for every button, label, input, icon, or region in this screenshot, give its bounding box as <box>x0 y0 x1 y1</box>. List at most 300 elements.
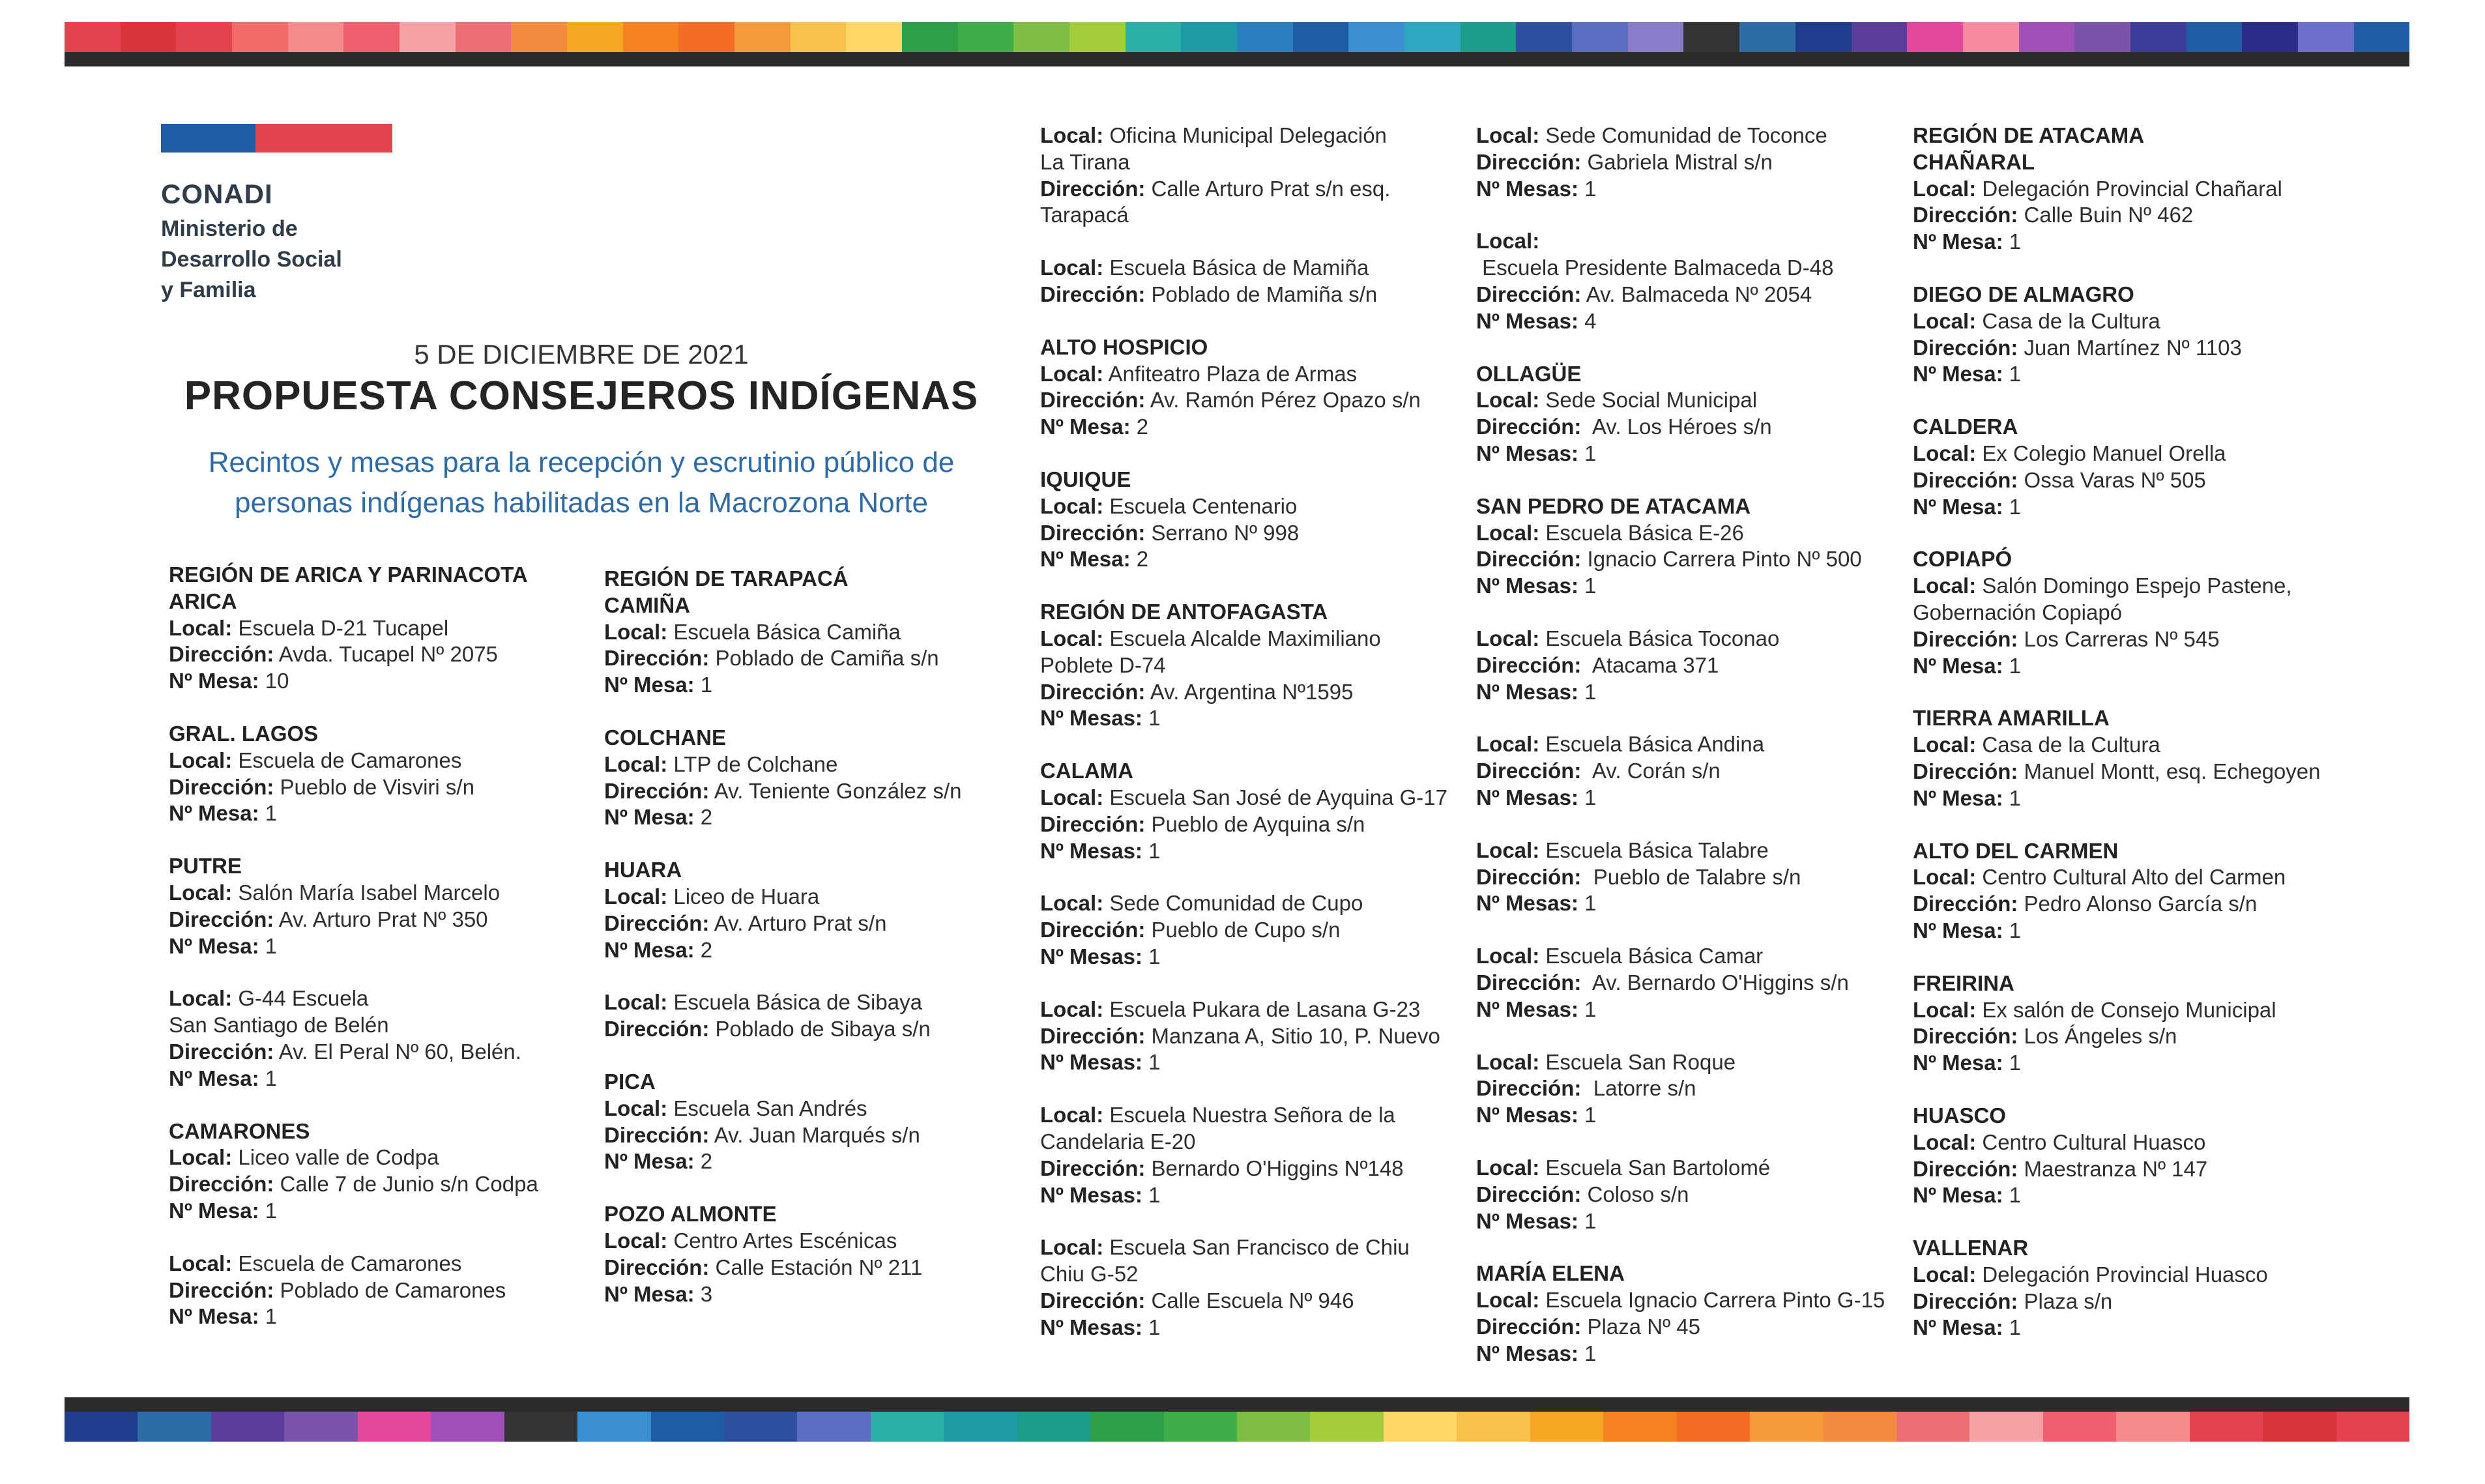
field-value: Pedro Alonso García s/n <box>2018 892 2258 916</box>
venue-detail-line <box>1040 255 1457 282</box>
venue-detail-line <box>169 668 586 695</box>
field-label: Nº Mesa: <box>1913 494 2003 519</box>
field-label: Local: <box>1040 255 1104 280</box>
field-value: Maestranza Nº 147 <box>2018 1156 2208 1181</box>
place-heading: ALTO HOSPICIO <box>1040 334 1208 359</box>
venue-detail-line <box>1040 493 1457 520</box>
field-label: Nº Mesa: <box>604 673 695 697</box>
venue-detail-line <box>1476 1102 1893 1129</box>
place-heading: REGIÓN DE ARICA Y PARINACOTA <box>169 562 528 587</box>
venue-detail-line <box>1913 308 2330 335</box>
field-label: Nº Mesas: <box>1476 679 1578 704</box>
field-label: Local: <box>1040 123 1104 147</box>
place-heading: CAMIÑA <box>604 592 690 617</box>
venue-entry <box>169 985 586 1092</box>
venue-detail-line <box>1476 520 1893 547</box>
stripe-segment <box>1516 22 1572 52</box>
field-label: Dirección: <box>1040 1156 1146 1180</box>
stripe-segment <box>902 22 958 52</box>
venue-entry <box>1913 970 2330 1077</box>
field-label: Nº Mesas: <box>1476 574 1578 598</box>
field-value: 2 <box>694 937 713 962</box>
place-heading: CALAMA <box>1040 759 1133 783</box>
stripe-segment <box>651 1412 724 1442</box>
venue-detail-line <box>1040 176 1457 203</box>
field-value: Centro Cultural Huasco <box>1976 1129 2206 1154</box>
place-heading: PICA <box>604 1069 656 1094</box>
venue-entry <box>169 853 586 959</box>
stripe-segment <box>1739 22 1795 52</box>
venue-detail-line <box>604 1255 1021 1281</box>
bottom-color-stripe <box>65 1412 2409 1442</box>
field-value: Gobernación Copiapó <box>1913 600 2123 624</box>
venue-detail-line <box>1913 494 2330 521</box>
stripe-segment <box>734 22 791 52</box>
field-value: Sede Social Municipal <box>1539 388 1758 413</box>
venue-detail-line <box>1040 1288 1457 1315</box>
field-value: Salón María Isabel Marcelo <box>232 880 501 905</box>
field-label: Nº Mesas: <box>1040 1315 1142 1339</box>
field-value: 1 <box>259 1198 278 1223</box>
venues-column-5 <box>1913 123 2330 1367</box>
stripe-segment <box>65 22 121 52</box>
field-label: Dirección: <box>1476 759 1582 783</box>
field-value: 1 <box>2003 1183 2022 1208</box>
venue-detail-line <box>1476 864 1893 891</box>
field-label: Nº Mesa: <box>1913 362 2003 386</box>
field-label: Dirección: <box>1476 282 1582 306</box>
venue-detail-line <box>169 1144 586 1171</box>
field-label: Dirección: <box>1913 467 2018 492</box>
field-label: Dirección: <box>1040 176 1146 201</box>
venue-detail-line <box>1040 202 1457 229</box>
place-heading: CHAÑARAL <box>1913 149 2035 174</box>
place-heading: FREIRINA <box>1913 970 2014 995</box>
field-label: Local: <box>1476 1155 1540 1180</box>
stripe-segment <box>1090 1412 1163 1442</box>
field-value: 2 <box>694 1149 713 1174</box>
stripe-segment <box>176 22 232 52</box>
field-value: 10 <box>259 669 289 693</box>
venue-entry <box>1476 361 1893 467</box>
stripe-segment <box>288 22 344 52</box>
document-date: 5 DE DICIEMBRE DE 2021 <box>414 339 749 370</box>
field-label: Dirección: <box>1040 388 1146 413</box>
field-label: Local: <box>1476 1288 1540 1313</box>
field-value: Escuela San Bartolomé <box>1539 1155 1771 1180</box>
field-label: Local: <box>1476 520 1540 545</box>
venue-entry <box>604 1069 1021 1175</box>
venue-detail-line <box>1476 1341 1893 1367</box>
venue-detail-line <box>1040 705 1457 732</box>
field-value: Ex salón de Consejo Municipal <box>1976 997 2276 1022</box>
field-value: Escuela Básica Camar <box>1539 944 1764 968</box>
stripe-segment <box>846 22 902 52</box>
field-label: Nº Mesa: <box>1913 229 2003 254</box>
venue-detail-line <box>1476 970 1893 997</box>
venue-detail-line <box>1040 838 1457 865</box>
document-header <box>161 339 1002 523</box>
venue-entry <box>169 1251 586 1330</box>
stripe-segment <box>1181 22 1237 52</box>
field-value: Manzana A, Sitio 10, P. Nuevo <box>1145 1023 1440 1048</box>
venue-entry <box>1476 123 1893 202</box>
venue-detail-line <box>1913 1262 2330 1288</box>
field-label: Local: <box>169 880 233 905</box>
field-value: Escuela San Francisco de Chiu <box>1103 1235 1410 1260</box>
field-value: Tarapacá <box>1040 203 1129 227</box>
stripe-segment <box>944 1412 1017 1442</box>
field-label: Nº Mesa: <box>1040 415 1131 439</box>
venue-detail-line <box>1913 361 2330 388</box>
field-value: Plaza Nº 45 <box>1581 1314 1701 1339</box>
place-heading: COPIAPÓ <box>1913 547 2013 572</box>
venue-detail-line <box>604 1228 1021 1255</box>
place-heading: REGIÓN DE ANTOFAGASTA <box>1040 600 1328 624</box>
venue-detail-line <box>1476 228 1893 282</box>
field-label: Dirección: <box>1040 1288 1146 1313</box>
venue-detail-line <box>1040 1156 1457 1182</box>
conadi-logo <box>161 124 392 306</box>
field-value: 1 <box>2003 918 2022 942</box>
field-label: Nº Mesas: <box>1476 176 1578 201</box>
field-value: 1 <box>2003 229 2022 254</box>
venue-detail-line <box>1476 890 1893 917</box>
stripe-segment <box>400 22 456 52</box>
field-value: San Santiago de Belén <box>169 1013 389 1038</box>
venue-detail-line <box>1476 1208 1893 1235</box>
venue-detail-line <box>1040 1234 1457 1261</box>
venue-detail-line <box>1476 1155 1893 1182</box>
field-label: Dirección: <box>1913 1024 2018 1049</box>
field-value: Serrano Nº 998 <box>1145 520 1300 545</box>
field-value: 3 <box>694 1281 713 1306</box>
stripe-segment <box>1069 22 1126 52</box>
venue-entry <box>1476 626 1893 705</box>
field-value: 1 <box>1578 1103 1597 1128</box>
venue-detail-line <box>169 748 586 774</box>
venue-entry <box>1040 467 1457 573</box>
flag-blue-segment <box>161 124 255 153</box>
venue-detail-line <box>169 774 586 801</box>
stripe-segment <box>1017 1412 1090 1442</box>
field-value: 1 <box>1142 838 1161 863</box>
field-value: Pueblo de Visviri s/n <box>274 774 474 799</box>
field-value: Centro Cultural Alto del Carmen <box>1976 865 2286 890</box>
venue-entry <box>1913 1235 2330 1341</box>
place-heading: OLLAGÜE <box>1476 361 1582 386</box>
field-label: Nº Mesa: <box>1913 785 2003 810</box>
field-label: Dirección: <box>169 1277 274 1302</box>
venue-detail-line <box>1913 335 2330 362</box>
field-value: Av. Argentina Nº1595 <box>1145 679 1354 704</box>
venue-detail-line <box>1040 785 1457 811</box>
field-value: Av. Juan Marqués s/n <box>709 1122 920 1147</box>
field-label: Dirección: <box>1476 1076 1582 1101</box>
field-label: Dirección: <box>1040 811 1146 836</box>
venue-detail-line <box>169 880 586 907</box>
venue-detail-line <box>1913 176 2330 203</box>
stripe-segment <box>431 1412 504 1442</box>
field-label: Local: <box>604 990 668 1015</box>
field-value: Casa de la Cultura <box>1976 308 2160 333</box>
venue-detail-line <box>1913 626 2330 653</box>
venue-entry <box>1476 228 1893 334</box>
field-value: 1 <box>2003 362 2022 386</box>
venue-detail-line <box>1476 943 1893 970</box>
field-label: Local: <box>1476 123 1540 147</box>
field-value: 1 <box>1578 679 1597 704</box>
field-value: 1 <box>1578 785 1597 809</box>
field-label: Nº Mesa: <box>169 1198 259 1223</box>
ministry-line: y Familia <box>161 278 256 302</box>
field-value: 1 <box>1578 891 1597 916</box>
place-heading: HUASCO <box>1913 1103 2007 1128</box>
field-value: Sede Comunidad de Toconce <box>1539 123 1827 147</box>
field-value: Escuela San Roque <box>1539 1049 1736 1074</box>
place-heading: TIERRA AMARILLA <box>1913 706 2110 731</box>
venue-detail-line <box>1476 758 1893 785</box>
field-label: Dirección: <box>604 1122 710 1147</box>
stripe-segment <box>1013 22 1069 52</box>
field-label: Nº Mesa: <box>1040 547 1131 572</box>
venue-entry <box>1040 334 1457 441</box>
venue-detail-line <box>604 619 1021 646</box>
field-label: Dirección: <box>1913 203 2018 227</box>
venue-detail-line <box>169 800 586 827</box>
field-value: Chiu G-52 <box>1040 1262 1139 1287</box>
stripe-segment <box>284 1412 357 1442</box>
field-label: Dirección: <box>1040 918 1146 942</box>
field-value: LTP de Colchane <box>667 751 838 776</box>
stripe-segment <box>2298 22 2354 52</box>
field-value: Escuela Básica Toconao <box>1539 626 1780 650</box>
field-label: Local: <box>1040 626 1104 650</box>
field-value: Bernardo O'Higgins Nº148 <box>1145 1156 1404 1180</box>
field-value: Escuela Básica de Mamiña <box>1103 255 1369 280</box>
place-heading: CALDERA <box>1913 415 2018 439</box>
field-value: 1 <box>1142 1182 1161 1207</box>
venue-detail-line <box>1913 1129 2330 1156</box>
venue-entry <box>604 566 1021 699</box>
field-value: Escuela Básica E-26 <box>1539 520 1744 545</box>
field-label: Nº Mesa: <box>1913 1051 2003 1075</box>
venue-entry <box>169 721 586 827</box>
field-label: Nº Mesa: <box>604 937 695 962</box>
field-label: Local: <box>1476 626 1540 650</box>
field-value: Ex Colegio Manuel Orella <box>1976 441 2226 465</box>
stripe-segment <box>797 1412 870 1442</box>
place-heading: VALLENAR <box>1913 1236 2029 1260</box>
venue-detail-line <box>1913 573 2330 600</box>
field-label: Dirección: <box>1913 1288 2018 1313</box>
field-value: Escuela de Camarones <box>232 748 462 772</box>
field-value: 1 <box>1142 706 1161 731</box>
venue-detail-line <box>1040 917 1457 944</box>
field-value: Escuela Básica Camiña <box>667 619 901 644</box>
field-value: 1 <box>2003 785 2022 810</box>
venue-detail-line <box>1476 546 1893 573</box>
field-value: 1 <box>259 933 278 958</box>
venue-detail-line <box>1476 123 1893 149</box>
field-label: Local: <box>1913 733 1977 757</box>
venue-detail-line <box>169 1251 586 1277</box>
field-value: Calle Arturo Prat s/n esq. <box>1145 176 1391 201</box>
field-value: Poblado de Mamiña s/n <box>1145 282 1378 306</box>
field-value: Escuela Nuestra Señora de la <box>1103 1103 1395 1128</box>
field-label: Local: <box>1040 785 1104 809</box>
venue-detail-line <box>604 910 1021 937</box>
venue-detail-line <box>169 1066 586 1092</box>
venue-detail-line <box>1913 1156 2330 1183</box>
venue-detail-line <box>1040 1049 1457 1076</box>
place-heading: ARICA <box>169 589 237 613</box>
field-value: Poblado de Camarones <box>274 1277 506 1302</box>
field-value: Poblado de Camiña s/n <box>709 646 939 671</box>
field-label: Nº Mesas: <box>1476 997 1578 1021</box>
stripe-segment <box>1852 22 1908 52</box>
venue-detail-line <box>1476 1049 1893 1076</box>
flag-red-segment <box>255 124 392 153</box>
venue-entry <box>1476 943 1893 1023</box>
field-label: Local: <box>604 884 668 909</box>
venue-entry <box>1913 123 2330 255</box>
field-label: Dirección: <box>1913 626 2018 651</box>
venue-entry <box>1913 838 2330 944</box>
stripe-segment <box>1460 22 1517 52</box>
field-value: Ignacio Carrera Pinto Nº 500 <box>1581 547 1862 572</box>
venue-detail-line <box>1476 387 1893 414</box>
venue-detail-line <box>169 1171 586 1198</box>
venue-detail-line <box>1476 785 1893 811</box>
venue-entry <box>604 989 1021 1043</box>
venue-detail-line <box>604 645 1021 672</box>
venue-entry <box>604 1201 1021 1307</box>
field-label: Nº Mesa: <box>604 1281 695 1306</box>
venue-detail-line <box>1040 1102 1457 1129</box>
venue-detail-line <box>1913 441 2330 467</box>
venue-detail-line <box>1040 890 1457 917</box>
place-heading: IQUIQUE <box>1040 467 1131 491</box>
stripe-segment <box>358 1412 431 1442</box>
field-label: Dirección: <box>1913 335 2018 360</box>
venue-detail-line <box>1040 944 1457 970</box>
venue-entry <box>1040 1102 1457 1208</box>
field-value: Av. Ramón Pérez Opazo s/n <box>1145 388 1421 413</box>
stripe-segment <box>1603 1412 1676 1442</box>
field-label: Dirección: <box>1040 282 1146 306</box>
field-value: Delegación Provincial Chañaral <box>1976 176 2282 201</box>
field-label: Nº Mesas: <box>1476 441 1578 465</box>
field-value: 4 <box>1578 308 1597 333</box>
venue-detail-line <box>1476 308 1893 335</box>
field-label: Dirección: <box>1476 1314 1582 1339</box>
field-label: Dirección: <box>1913 1156 2018 1181</box>
field-label: Local: <box>1476 732 1540 757</box>
field-label: Dirección: <box>169 642 274 667</box>
venue-detail-line <box>1040 1315 1457 1341</box>
venue-detail-line <box>1913 891 2330 918</box>
stripe-segment <box>724 1412 797 1442</box>
venues-column-1 <box>169 562 586 1356</box>
field-label: Dirección: <box>604 1255 710 1279</box>
venue-detail-line <box>1476 1075 1893 1102</box>
field-label: Local: <box>604 619 668 644</box>
document-subtitle <box>161 443 1002 523</box>
stripe-segment <box>1310 1412 1383 1442</box>
stripe-segment <box>1237 1412 1310 1442</box>
venue-entry <box>1040 890 1457 970</box>
field-value: Liceo de Huara <box>667 884 820 909</box>
field-value: 1 <box>259 1304 278 1329</box>
venue-entry <box>1040 997 1457 1076</box>
stripe-segment <box>1628 22 1684 52</box>
top-color-stripe <box>65 22 2409 52</box>
venue-detail-line <box>1476 149 1893 176</box>
stripe-segment <box>791 22 847 52</box>
field-label: Nº Mesas: <box>1476 891 1578 916</box>
field-value: Plaza s/n <box>2018 1288 2113 1313</box>
venues-column-4 <box>1476 123 1893 1393</box>
field-label: Local: <box>1913 1262 1977 1287</box>
field-value: Calle 7 de Junio s/n Codpa <box>274 1172 538 1197</box>
ministry-name <box>161 214 392 306</box>
field-label: Nº Mesa: <box>1913 1315 2003 1340</box>
field-value: Av. Arturo Prat s/n <box>709 910 887 935</box>
venue-detail-line <box>1913 1315 2330 1341</box>
venue-detail-line <box>1040 652 1457 679</box>
venue-detail-line <box>1040 546 1457 573</box>
venue-entry <box>1476 1049 1893 1129</box>
venue-detail-line <box>604 804 1021 831</box>
stripe-segment <box>1126 22 1182 52</box>
field-value: 1 <box>259 801 278 826</box>
stripe-segment <box>1164 1412 1237 1442</box>
field-value: Gabriela Mistral s/n <box>1581 149 1773 174</box>
field-value: Delegación Provincial Huasco <box>1976 1262 2268 1287</box>
venue-detail-line <box>604 672 1021 699</box>
field-label: Local: <box>1913 176 1977 201</box>
stripe-segment <box>1457 1412 1530 1442</box>
venue-entry <box>1913 414 2330 520</box>
stripe-segment <box>1237 22 1293 52</box>
field-value: Av. Balmaceda Nº 2054 <box>1581 282 1812 306</box>
field-label: Local: <box>169 986 233 1011</box>
venue-entry <box>1040 599 1457 732</box>
stripe-segment <box>1795 22 1852 52</box>
field-label: Local: <box>604 1096 668 1120</box>
field-label: Nº Mesa: <box>169 669 259 693</box>
stripe-segment <box>1384 1412 1457 1442</box>
field-label: Local: <box>1913 441 1977 465</box>
venue-detail-line <box>604 1096 1021 1122</box>
venue-detail-line <box>1476 652 1893 679</box>
field-label: Nº Mesa: <box>169 1066 259 1090</box>
stripe-segment <box>1677 1412 1750 1442</box>
venue-detail-line <box>1913 1023 2330 1050</box>
field-value: Atacama 371 <box>1581 652 1719 677</box>
field-value: Ossa Varas Nº 505 <box>2018 467 2206 492</box>
place-heading: POZO ALMONTE <box>604 1202 777 1227</box>
venue-entry <box>1476 1260 1893 1367</box>
venue-detail-line <box>1040 149 1457 176</box>
field-value: Av. Corán s/n <box>1581 759 1721 783</box>
place-heading: SAN PEDRO DE ATACAMA <box>1476 493 1751 518</box>
field-label: Dirección: <box>1476 415 1582 439</box>
field-value: 1 <box>1578 574 1597 598</box>
field-value: 1 <box>1142 1050 1161 1075</box>
venue-detail-line <box>1040 997 1457 1023</box>
